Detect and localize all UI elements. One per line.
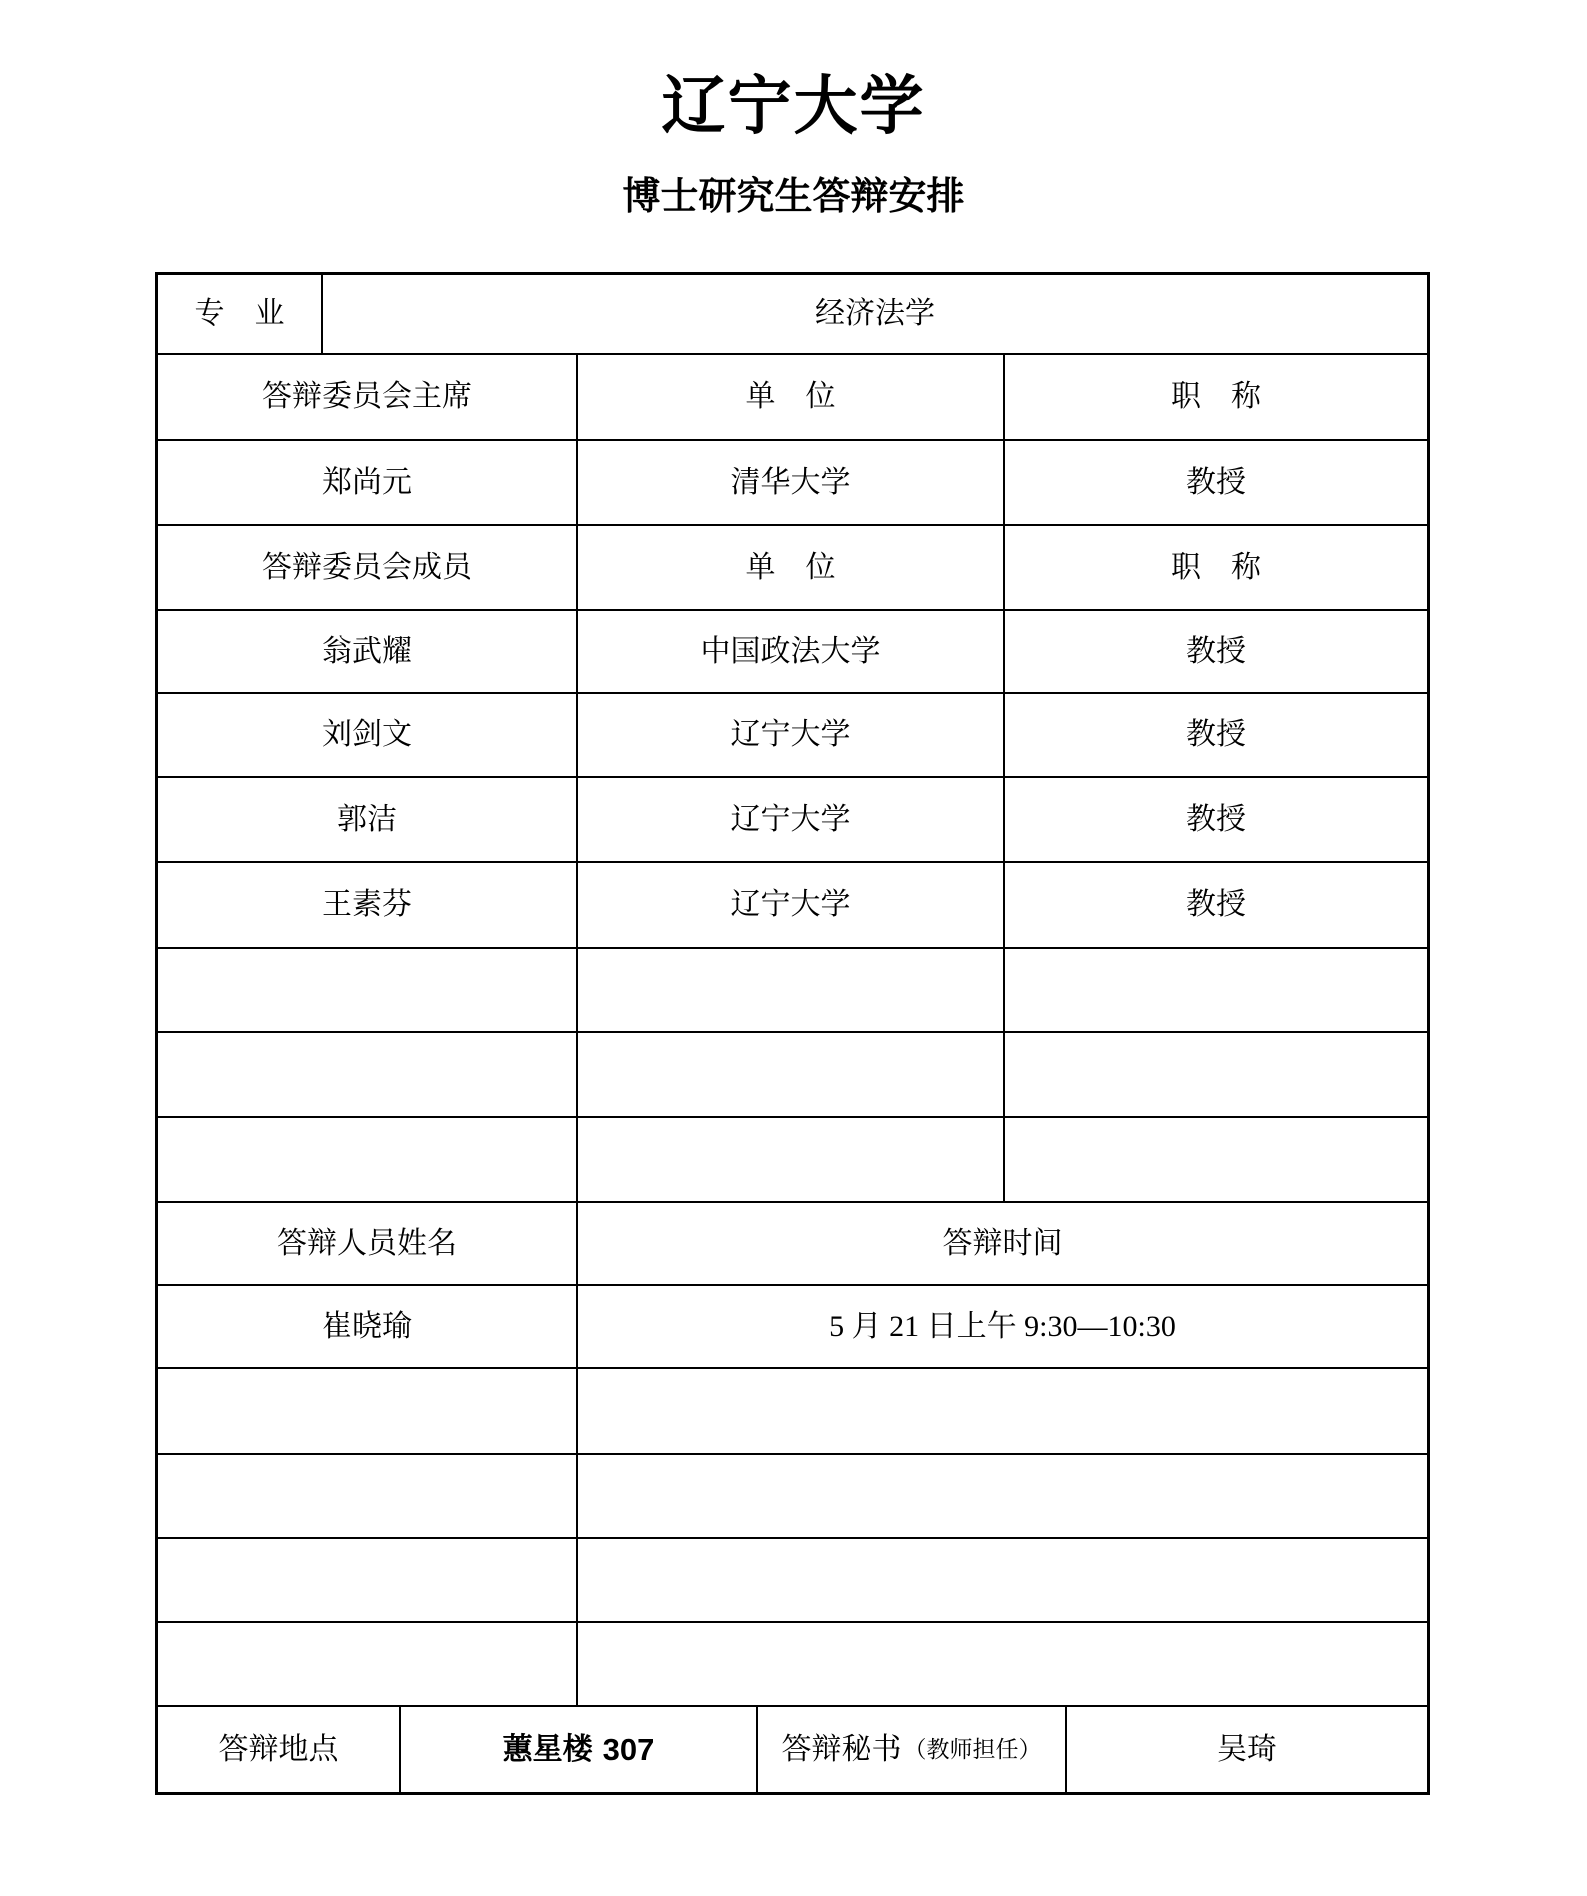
defense-name-cell (158, 1623, 578, 1705)
defense-time-cell (578, 1623, 1427, 1705)
secretary-label-cell (758, 1707, 1067, 1792)
secretary-name-cell: 吴琦 (1217, 1732, 1277, 1766)
member-row-empty (158, 1033, 1427, 1118)
member-name-cell: 王素芬 (158, 863, 578, 947)
member-title-cell: 教授 (1186, 718, 1246, 751)
defense-name-cell (158, 1539, 578, 1621)
chair-row (158, 441, 1427, 526)
member-title-cell (1005, 1033, 1427, 1116)
member-unit-cell (578, 1033, 1005, 1116)
member-name-cell (158, 1033, 578, 1116)
chair-unit-cell: 清华大学 (578, 441, 1005, 524)
defense-time-cell (578, 1539, 1427, 1621)
defense-name-cell (158, 1369, 578, 1453)
member-header-row (158, 526, 1427, 611)
member-unit-cell: 辽宁大学 (578, 863, 1005, 947)
chair-name-cell: 郑尚元 (158, 441, 578, 524)
member-title-cell (1005, 949, 1427, 1031)
member-row (158, 863, 1427, 949)
member-unit-cell: 辽宁大学 (578, 694, 1005, 776)
major-label-cell: 专 业 (158, 275, 323, 353)
member-unit-cell (578, 1118, 1005, 1201)
document-subtitle: 博士研究生答辩安排 (622, 176, 965, 218)
member-row (158, 611, 1427, 694)
chair-header-row (158, 355, 1427, 441)
defense-row-empty (158, 1539, 1427, 1623)
member-row (158, 694, 1427, 778)
member-title-cell: 教授 (1186, 802, 1246, 836)
member-title-header-cell: 职 称 (1171, 550, 1261, 584)
secretary-label: 答辩秘书 (781, 1732, 902, 1766)
defense-name-cell (158, 1455, 578, 1537)
defense-row (158, 1286, 1427, 1369)
member-name-cell: 郭洁 (158, 778, 578, 861)
location-label-cell: 答辩地点 (158, 1707, 401, 1792)
member-row-empty (158, 1118, 1427, 1203)
member-title-cell: 教授 (1186, 888, 1246, 921)
defense-row-empty (158, 1623, 1427, 1707)
member-title-cell: 教授 (1186, 634, 1246, 668)
member-name-cell: 翁武耀 (158, 611, 578, 692)
defense-name-header-cell: 答辩人员姓名 (158, 1203, 578, 1284)
footer-row (158, 1707, 1427, 1792)
major-value-cell: 经济法学 (815, 297, 935, 330)
member-row-empty (158, 949, 1427, 1033)
member-name-cell: 刘剑文 (158, 694, 578, 776)
major-row (158, 275, 1427, 355)
member-unit-cell: 中国政法大学 (578, 611, 1005, 692)
member-unit-cell: 辽宁大学 (578, 778, 1005, 861)
defense-time-cell: 5 月 21 日上午 9:30—10:30 (829, 1309, 1176, 1343)
member-title-cell (1005, 1118, 1427, 1201)
member-role-header-cell: 答辩委员会成员 (158, 526, 578, 609)
defense-time-cell (578, 1369, 1427, 1453)
location-value-cell (401, 1707, 758, 1792)
secretary-note: （教师担任） (903, 1736, 1042, 1762)
defense-row-empty (158, 1455, 1427, 1539)
defense-time-cell (578, 1455, 1427, 1537)
chair-title-header-cell: 职 称 (1171, 380, 1261, 413)
member-unit-cell (578, 949, 1005, 1031)
member-unit-header-cell: 单 位 (578, 526, 1005, 609)
defense-arrangement-table (155, 272, 1430, 1795)
university-title: 辽宁大学 (661, 70, 926, 142)
defense-name-cell: 崔晓瑜 (158, 1286, 578, 1367)
defense-time-header-cell: 答辩时间 (942, 1226, 1063, 1260)
chair-role-header-cell: 答辩委员会主席 (158, 355, 578, 439)
chair-title-cell: 教授 (1186, 465, 1246, 499)
location-number: 307 (602, 1731, 655, 1767)
location-building: 蕙星楼 (502, 1732, 593, 1766)
member-name-cell (158, 1118, 578, 1201)
chair-unit-header-cell: 单 位 (578, 355, 1005, 439)
member-row (158, 778, 1427, 863)
defense-row-empty (158, 1369, 1427, 1455)
member-name-cell (158, 949, 578, 1031)
defense-header-row (158, 1203, 1427, 1286)
